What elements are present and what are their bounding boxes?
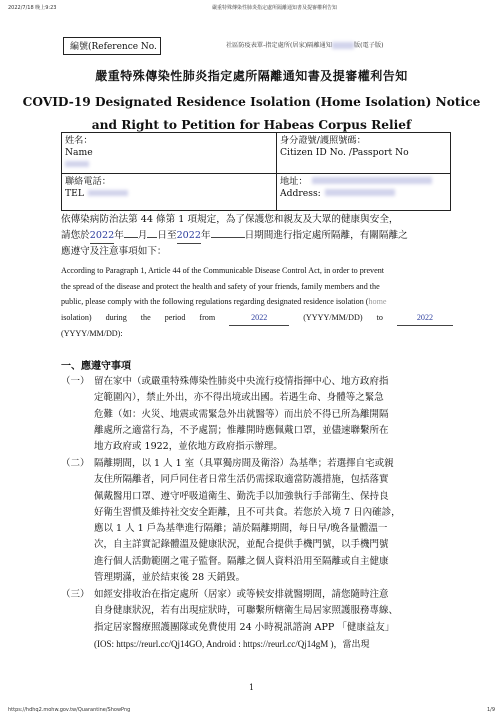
- tel-cell: [62, 174, 277, 211]
- notice-paragraph-zh: [61, 212, 453, 260]
- form-name-left: 社區防疫表單-指定處所(居家)隔離通知: [226, 42, 332, 49]
- notice-en-line3: public, please comply with the following regulations regarding designated residence isolation (home: [61, 297, 387, 306]
- period-to-field: 2022: [397, 310, 453, 327]
- id-label-zh: 身分證號/護照號碼：: [280, 135, 366, 146]
- start-year-field: 2022: [90, 228, 114, 245]
- reference-label: 編號(Reference No.: [70, 42, 157, 52]
- item-number: （一）: [61, 376, 90, 387]
- end-date-field: [211, 237, 245, 238]
- list-item: （二） 隔離期間，以 1 人 1 室（具單獨房間及衛浴）為基準；若選擇自宅或親 友住所隔離者，同戶同住者日常生活仍需採取適當防護措施，包括落實 佩戴醫用口罩、遵守呼吸道衛生、勤洗手以加強執行手部衛生、保持良 好衛生習慣及維持社交安全距離，且不可共食。若您於入境 7 日內確診， 應以 1 人 1 戶為基準進行隔離；請於隔離期間，每日早/晚各量體溫一 次，自主詳實記錄體溫及健康狀況，並配合提供手機門號，以手機門號 進行個人活動範圍之電子監督。隔離之個人資料沿用至隔離或自主健康 管理期滿，並於結束後 28 天銷毀。: [61, 458, 401, 584]
- notice-zh-line3: 應遵守及注意事項如下：: [61, 246, 167, 257]
- page-number: 1: [248, 683, 255, 692]
- id-label-en: Citizen ID No. /Passport No: [280, 147, 409, 158]
- form-version-note: [226, 40, 384, 49]
- name-cell: [62, 133, 277, 174]
- tel-label-zh: 聯絡電話：: [65, 176, 111, 187]
- address-label-zh: 地址：: [280, 176, 308, 187]
- name-label-en: Name: [65, 147, 93, 158]
- name-label-zh: 姓名：: [65, 135, 93, 146]
- tel-label-en: TEL: [65, 188, 84, 199]
- print-header: [0, 0, 503, 14]
- notice-en-line2: the spread of the disease and protect the health and safety of your friends, family members and the: [61, 281, 380, 291]
- address-label-en: Address:: [280, 188, 321, 199]
- notice-paragraph-en: [61, 263, 453, 342]
- redacted-version: [332, 42, 354, 49]
- form-name-right: 版(電子版): [353, 42, 384, 49]
- redacted-tel: [88, 190, 128, 196]
- list-item: （一） 留在家中（或嚴重特殊傳染性肺炎中央流行疫情指揮中心、地方政府指 定範圍內），禁止外出，亦不得出境或出國。若遇生命、身體等之緊急 危難（如：火災、地震或需緊急外出就醫等）而出於不得已所為離開隔 離處所之適當行為，不予處罰；惟離開時應佩戴口罩，並儘速聯繫所在 地方政府或 1922，並依地方政府指示辦理。: [61, 376, 389, 453]
- notice-zh-line1: 依傳染病防治法第 44 條第 1 項規定，為了保護您和親友及大眾的健康與安全，: [61, 214, 399, 225]
- document-title-en-line1: COVID-19 Designated Residence Isolation (Home Isolation) Notice: [22, 95, 481, 109]
- item-number: （三）: [61, 589, 90, 600]
- item-number: （二）: [61, 458, 90, 469]
- print-page-title: 嚴重特殊傳染性肺炎指定處所隔離通知書及提審權利告知: [212, 5, 338, 11]
- print-footer: [0, 703, 503, 717]
- id-cell: [277, 133, 451, 174]
- start-day-field: [147, 237, 157, 238]
- document-title-en-line2: and Right to Petition for Habeas Corpus Relief: [91, 118, 412, 132]
- document-title-zh: 嚴重特殊傳染性肺炎指定處所隔離通知書及提審權利告知: [95, 69, 408, 83]
- notice-en-line4: isolation) during the period from 2022 (YYYY/MM/DD) to 2022: [61, 310, 453, 327]
- section-heading: 一、應遵守事項: [61, 361, 131, 372]
- period-from-field: 2022: [229, 310, 289, 327]
- list-item: （三） 如經安排收治在指定處所（居家）或等候安排就醫期間，請您隨時注意 自身健康狀況，若有出現症狀時，可聯繫所轄衛生局居家照護服務專線、 指定居家醫療照護團隊或免費使用 24 小時視訊諮詢 APP 「健康益友」 (IOS: https://reurl.cc/Qj14GO, Android : https://reurl.cc/Qj14gM )，當出現: [61, 589, 399, 649]
- print-page-indicator: 1/9: [486, 707, 495, 713]
- redacted-address-en: [325, 189, 395, 196]
- reference-number-box: [63, 37, 161, 55]
- personal-info-table: [61, 132, 451, 211]
- notice-en-line5: (YYYY/MM/DD):: [61, 329, 123, 338]
- notice-zh-line2: 請您於2022年 月 日至2022年 日期間進行指定處所隔離，有關隔離之: [61, 228, 453, 245]
- print-url: https://hdhq2.mohw.gov.tw/Quarantine/ShowPng: [8, 707, 131, 713]
- address-cell: [277, 174, 451, 211]
- redacted-address: [312, 177, 432, 184]
- end-year-field: 2022: [177, 228, 201, 245]
- redacted-name: [65, 161, 89, 167]
- start-month-field: [124, 237, 138, 238]
- notice-en-line1: According to Paragraph 1, Article 44 of the Communicable Disease Control Act, in order to prevent: [61, 266, 384, 275]
- print-timestamp: 2022/7/18 晚上9:23: [8, 5, 57, 11]
